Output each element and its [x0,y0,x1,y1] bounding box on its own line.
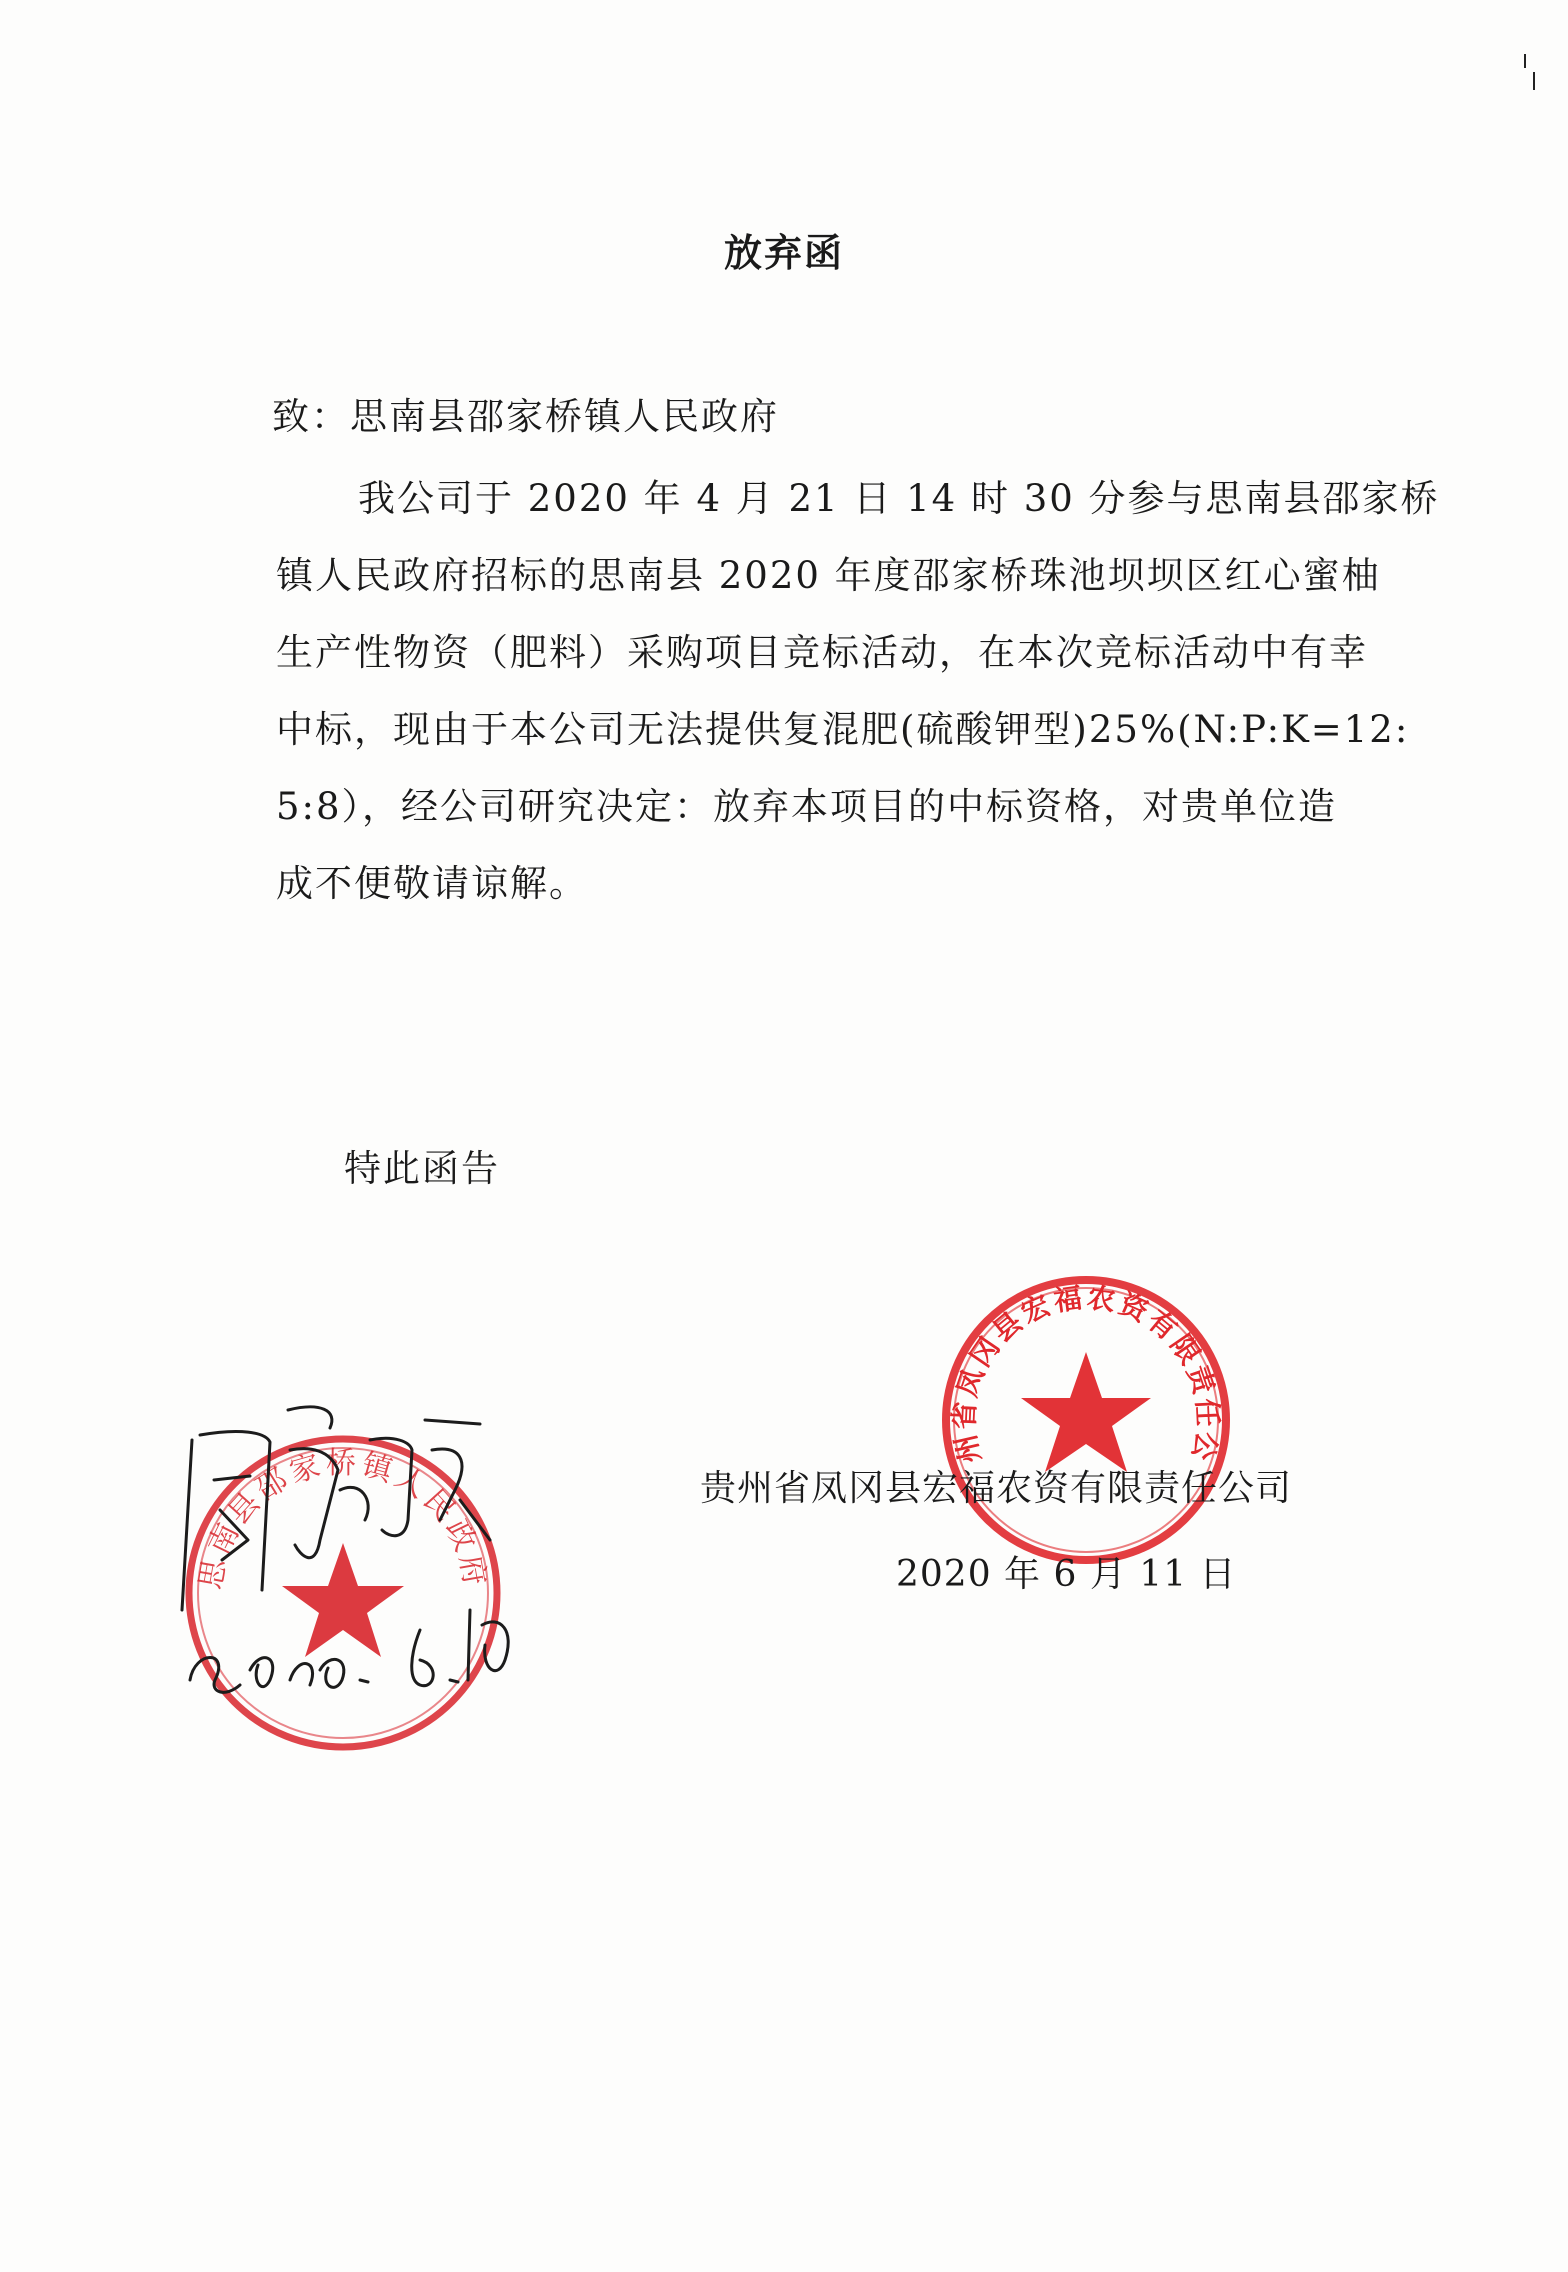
body-line-4: 中标，现由于本公司无法提供复混肥(硫酸钾型)25%(N:P:K=12: [276,708,1410,751]
body-line-5: 5:8），经公司研究决定：放弃本项目的中标资格，对贵单位造 [276,785,1338,828]
document-date: 2020 年 6 月 11 日 [896,1554,1237,1595]
salutation: 致：思南县邵家桥镇人民政府 [272,395,779,438]
body-line-3: 生产性物资（肥料）采购项目竞标活动，在本次竞标活动中有幸 [276,631,1368,674]
company-name: 贵州省凤冈县宏福农资有限责任公司 [700,1468,1293,1509]
body-line-6: 成不便敬请谅解。 [276,862,588,905]
company-seal [920,1244,1236,1570]
company-seal-text: 贵州省凤冈县宏福农资有限责任公司 [920,1244,1225,1467]
document-title: 放弃函 [723,230,844,275]
government-seal-text: 思南县邵家桥镇人民政府 [193,1446,493,1592]
body-line-1: 我公司于 2020 年 4 月 21 日 14 时 30 分参与思南县邵家桥 [358,477,1440,520]
handwritten-signature [170,1380,530,1710]
closing-phrase: 特此函告 [344,1147,500,1190]
scan-mark [1533,72,1535,90]
scan-mark [1524,54,1526,68]
body-line-2: 镇人民政府招标的思南县 2020 年度邵家桥珠池坝坝区红心蜜柚 [276,554,1381,597]
